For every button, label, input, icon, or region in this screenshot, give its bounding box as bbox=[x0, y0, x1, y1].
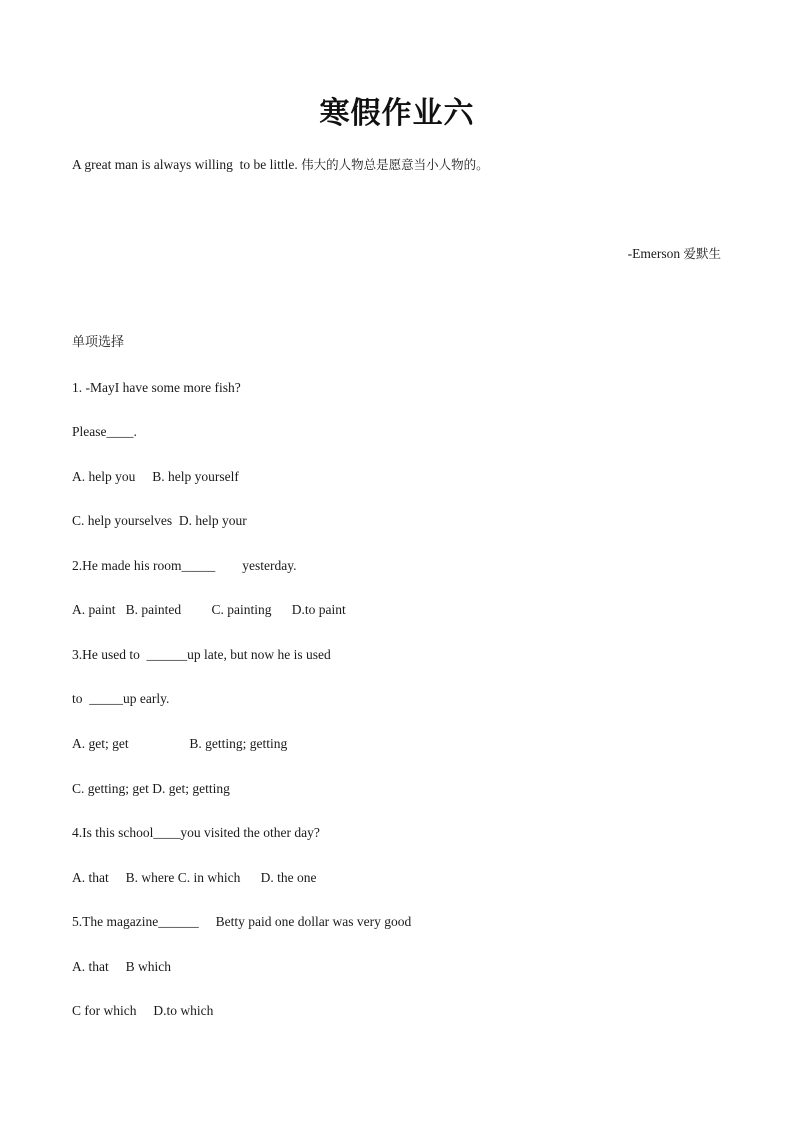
quote-author bbox=[628, 245, 721, 263]
quote-english: A great man is always willing to be little. bbox=[72, 157, 302, 172]
question-line: Please____. bbox=[72, 424, 137, 439]
question-line: 5.The magazine______ Betty paid one dollar was very good bbox=[72, 914, 412, 929]
section-heading: 单项选择 bbox=[72, 335, 125, 350]
question-line: 4.Is this school____you visited the other day? bbox=[72, 825, 320, 840]
option-line: C. help yourselves D. help your bbox=[72, 513, 247, 528]
author-chinese: 爱默生 bbox=[683, 246, 721, 261]
option-line: A. paint B. painted C. painting D.to paint bbox=[72, 602, 346, 617]
page-title: 寒假作业六 bbox=[319, 96, 475, 131]
option-line: C for which D.to which bbox=[72, 1003, 214, 1018]
quote-chinese: 伟大的人物总是愿意当小人物的。 bbox=[301, 157, 489, 172]
question-line: to _____up early. bbox=[72, 691, 170, 706]
option-line: A. get; get B. getting; getting bbox=[72, 736, 288, 751]
question-line: 1. -MayI have some more fish? bbox=[72, 380, 241, 395]
question-line: 2.He made his room_____ yesterday. bbox=[72, 558, 297, 573]
question-line: 3.He used to ______up late, but now he is used bbox=[72, 647, 331, 662]
quote-line bbox=[72, 156, 489, 174]
author-english: -Emerson bbox=[627, 246, 684, 261]
option-line: A. help you B. help yourself bbox=[72, 469, 239, 484]
option-line: A. that B. where C. in which D. the one bbox=[72, 870, 317, 885]
option-line: A. that B which bbox=[72, 959, 171, 974]
option-line: C. getting; get D. get; getting bbox=[72, 781, 230, 796]
